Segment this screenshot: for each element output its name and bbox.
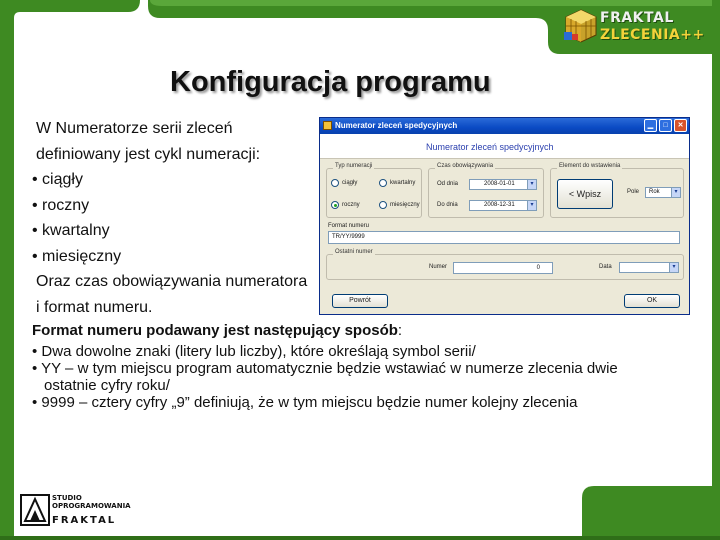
close-icon[interactable]: ✕ bbox=[674, 119, 687, 132]
dialog-body bbox=[320, 134, 689, 314]
radio-monthly-dot[interactable] bbox=[379, 201, 387, 209]
studio-logo-text bbox=[52, 494, 131, 510]
fraktal-zlecenia-logo bbox=[562, 6, 712, 48]
dialog-header-title: Numerator zleceń spedycyjnych bbox=[426, 142, 554, 152]
validity-group-label: Czas obowiązywania bbox=[437, 163, 494, 169]
maximize-icon[interactable]: □ bbox=[659, 119, 672, 132]
from-date-value: 2008-01-01 bbox=[484, 181, 515, 187]
studio-logo-line1: STUDIO bbox=[52, 494, 82, 502]
format-bullet-sequence: • 9999 – cztery cyfry „9” definiują, że w tym miejscu będzie numer kolejny zlecenia bbox=[32, 394, 578, 411]
chevron-down-icon[interactable]: ▾ bbox=[671, 188, 680, 197]
radio-yearly-label: roczny bbox=[342, 202, 360, 208]
cycle-type-group bbox=[326, 163, 422, 218]
format-input[interactable]: TR/YY/9999 bbox=[328, 231, 680, 244]
date-label: Data bbox=[599, 264, 612, 270]
number-input[interactable] bbox=[453, 262, 553, 274]
format-heading bbox=[32, 322, 672, 339]
from-date-label: Od dnia bbox=[437, 181, 459, 187]
insert-button[interactable]: < Wpisz bbox=[557, 179, 613, 209]
field-label: Pole bbox=[627, 189, 640, 195]
ok-button[interactable]: OK bbox=[624, 294, 680, 308]
studio-logo-line3: FRAKTAL bbox=[52, 515, 117, 526]
slide-title: Konfiguracja programu bbox=[170, 66, 491, 98]
logo-brand-line1: FRAKTAL bbox=[600, 10, 674, 26]
cycle-item-quarterly: • kwartalny bbox=[32, 222, 110, 239]
app-icon bbox=[323, 121, 332, 130]
to-date-picker[interactable] bbox=[469, 200, 537, 211]
to-date-label: Do dnia bbox=[437, 202, 458, 208]
minimize-icon[interactable]: ▁ bbox=[644, 119, 657, 132]
field-select-value: Rok bbox=[649, 189, 660, 195]
number-value: 0 bbox=[536, 265, 540, 271]
field-select[interactable] bbox=[645, 187, 681, 198]
cycle-type-group-label: Typ numeracji bbox=[335, 163, 373, 169]
dialog-header bbox=[320, 134, 689, 159]
studio-logo-line2: OPROGRAMOWANIA bbox=[52, 502, 131, 510]
format-description bbox=[32, 322, 672, 411]
from-date-picker[interactable] bbox=[469, 179, 537, 190]
last-number-group-label: Ostatni numer bbox=[335, 249, 373, 255]
cycle-item-yearly: • roczny bbox=[32, 196, 90, 214]
radio-quarterly-label: kwartalny bbox=[390, 180, 416, 186]
validity-group bbox=[428, 163, 544, 218]
cycle-item-monthly: • miesięczny bbox=[32, 247, 122, 265]
format-heading-colon: : bbox=[397, 322, 403, 339]
format-label: Format numeru bbox=[328, 223, 370, 229]
radio-yearly[interactable] bbox=[331, 201, 360, 209]
radio-continuous-dot[interactable] bbox=[331, 179, 339, 187]
radio-monthly-label: miesięczny bbox=[390, 202, 420, 208]
chevron-down-icon[interactable]: ▾ bbox=[527, 180, 536, 189]
numbering-cycle-description bbox=[32, 116, 312, 320]
format-bullet-symbol: • Dwa dowolne znaki (litery lub liczby), które określają symbol serii/ bbox=[32, 343, 476, 360]
format-bullet-year: • YY – w tym miejscu program automatycznie będzie wstawiać w numerze zlecenia dwie ostatnie cyfry roku/ bbox=[32, 360, 618, 394]
insert-element-group bbox=[550, 163, 684, 218]
back-button[interactable]: Powrót bbox=[332, 294, 388, 308]
radio-continuous[interactable] bbox=[331, 179, 357, 187]
dialog-title-text: Numerator zleceń spedycyjnych bbox=[335, 121, 458, 130]
last-number-group bbox=[326, 249, 684, 280]
to-date-value: 2008-12-31 bbox=[484, 202, 515, 208]
dialog-titlebar[interactable] bbox=[320, 118, 689, 134]
radio-quarterly-dot[interactable] bbox=[379, 179, 387, 187]
chevron-down-icon[interactable]: ▾ bbox=[527, 201, 536, 210]
cycle-item-continuous: • ciągły bbox=[32, 171, 83, 188]
radio-monthly[interactable] bbox=[379, 201, 420, 209]
radio-quarterly[interactable] bbox=[379, 179, 415, 187]
frame-left-decoration bbox=[0, 0, 14, 540]
cycle-intro-text: W Numeratorze serii zleceń definiowany jest cykl numeracji: bbox=[36, 120, 261, 163]
insert-element-group-label: Element do wstawienia bbox=[559, 163, 621, 169]
format-heading-bold: Format numeru podawany jest następujący sposób bbox=[32, 322, 398, 339]
cube-logo-icon bbox=[564, 8, 598, 44]
radio-continuous-label: ciągły bbox=[342, 180, 358, 186]
radio-yearly-dot[interactable] bbox=[331, 201, 339, 209]
number-label: Numer bbox=[429, 264, 448, 270]
frame-right-decoration bbox=[712, 0, 720, 540]
last-date-picker[interactable] bbox=[619, 262, 679, 273]
numerator-dialog bbox=[319, 117, 690, 315]
cycle-outro-text: Oraz czas obowiązywania numeratora i format numeru. bbox=[36, 273, 308, 316]
logo-brand-line2: ZLECENIA++ bbox=[600, 27, 705, 43]
studio-fraktal-logo bbox=[18, 490, 148, 532]
chevron-down-icon[interactable]: ▾ bbox=[669, 263, 678, 272]
studio-logo-icon bbox=[20, 494, 50, 526]
